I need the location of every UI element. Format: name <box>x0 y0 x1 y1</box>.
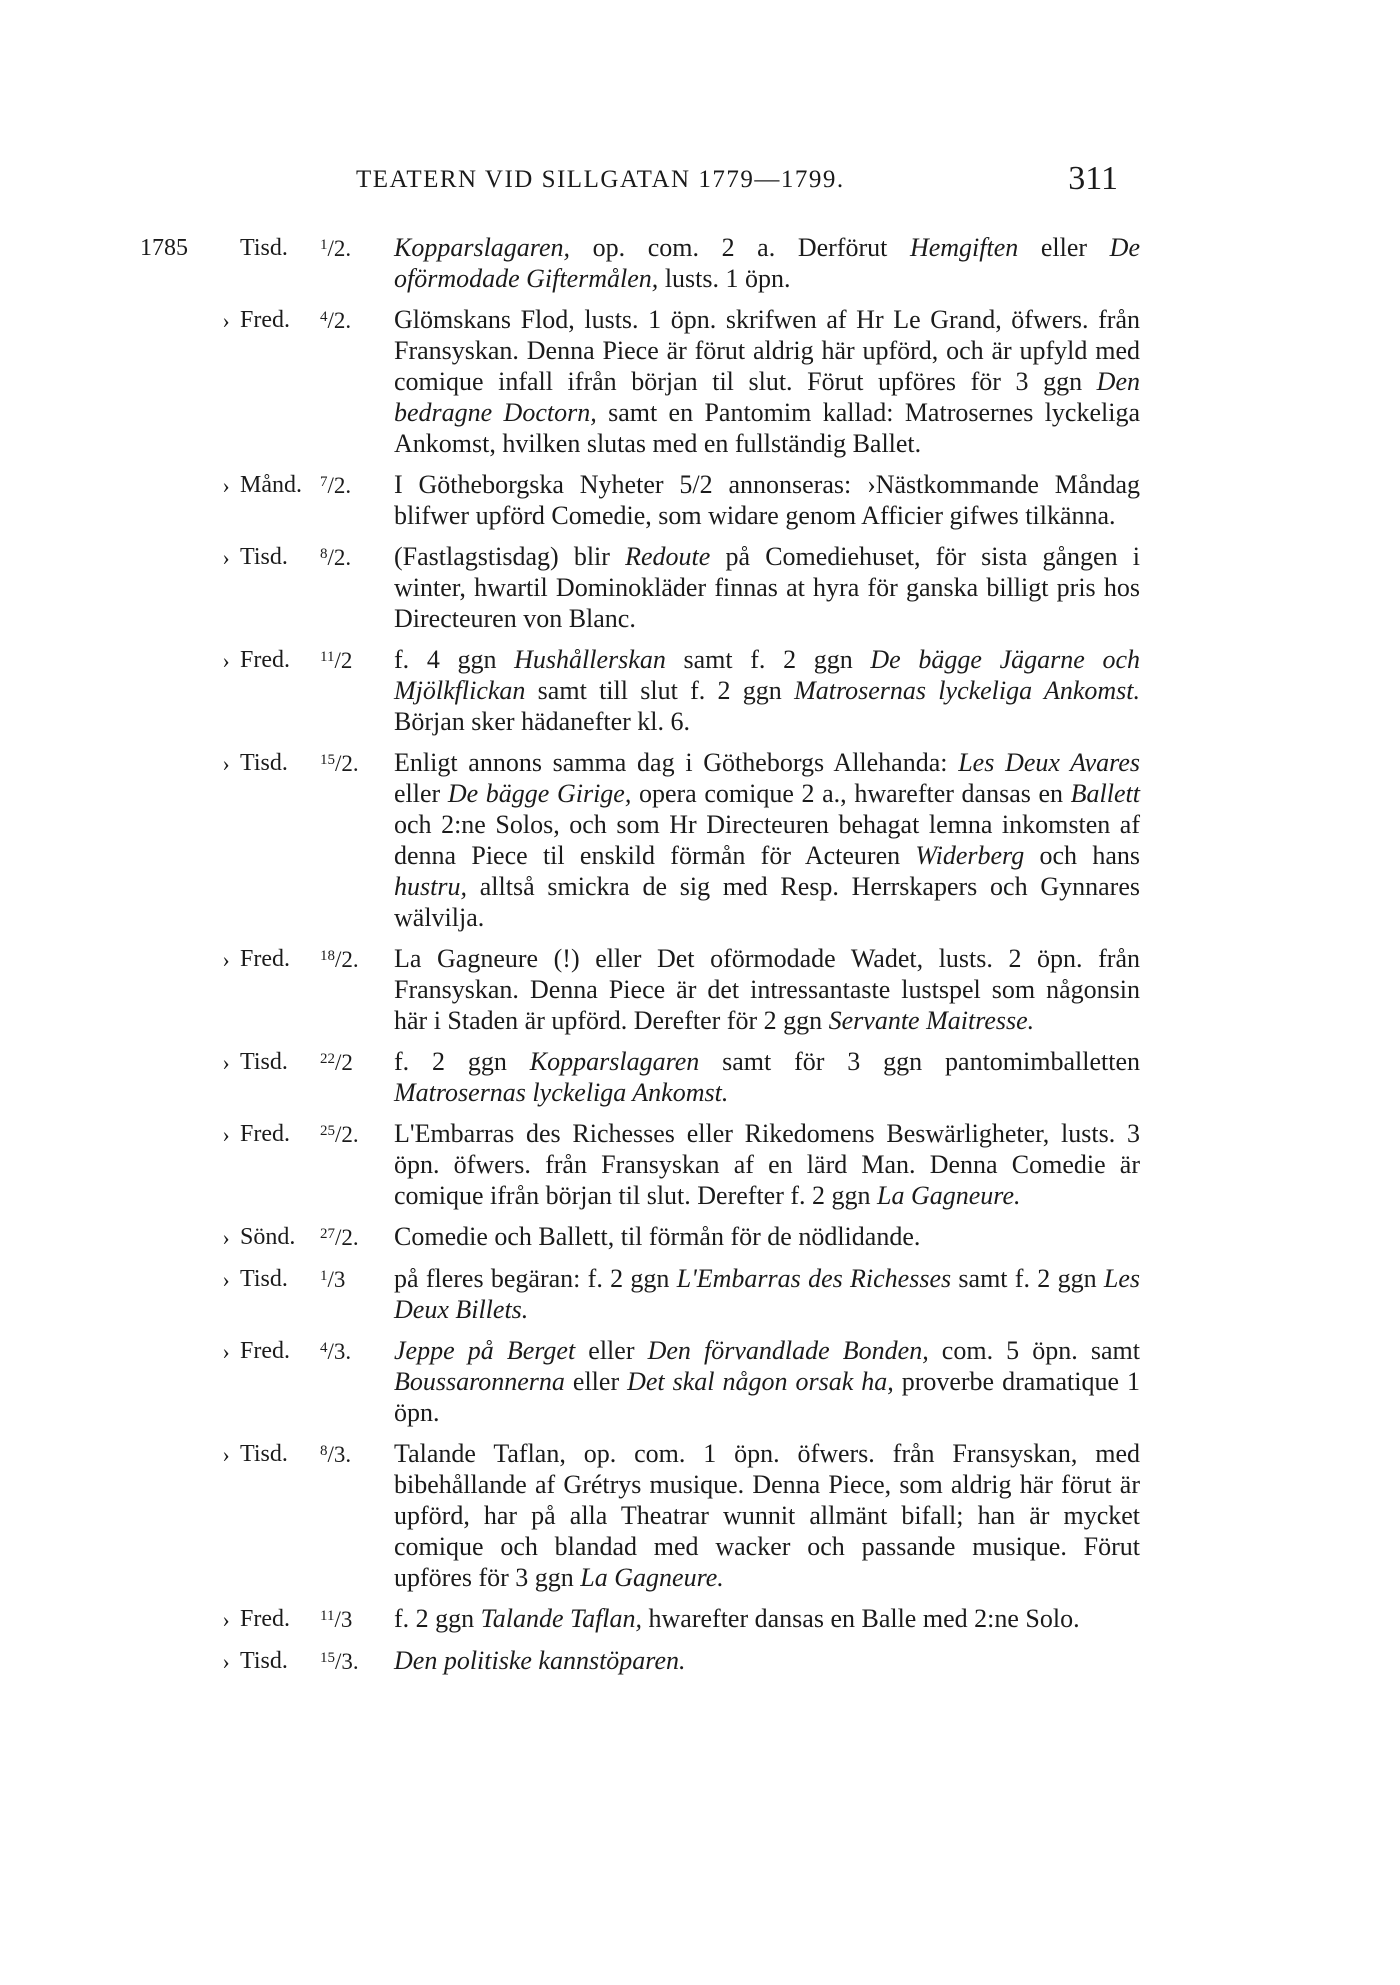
entry-row <box>140 1118 1140 1211</box>
entry-date-day: 1 <box>320 1268 328 1284</box>
italic-title: De oförmodade Giftermålen, <box>394 233 1140 293</box>
ditto-mark: › <box>222 1339 230 1364</box>
italic-title: Boussaronnerna <box>394 1367 565 1396</box>
ditto-mark: › <box>222 1225 230 1250</box>
entry-year <box>140 1335 212 1428</box>
running-title: TEATERN VID SILLGATAN 1779—1799. <box>356 166 845 193</box>
entry-date-day: 25 <box>320 1123 335 1139</box>
entry-date-month: /3. <box>335 1649 359 1674</box>
text-run: samt för 3 ggn pantomimballetten <box>699 1047 1140 1076</box>
entry-weekday: Fred. <box>240 1121 290 1147</box>
italic-title: Redoute <box>625 542 711 571</box>
ditto-mark: › <box>222 1050 230 1075</box>
entry-date <box>320 232 394 294</box>
entry-row <box>140 1603 1140 1635</box>
entry-year: 1785 <box>140 235 188 261</box>
italic-title: Hushållerskan <box>514 645 666 674</box>
text-run: eller <box>394 779 448 808</box>
text-run: I Götheborgska Nyheter 5/2 annonseras: ›Nästkommande Måndag blifwer upförd Comedie, som widare genom Afficier gifwes tilkänna. <box>394 470 1140 530</box>
entry-date-month: /3 <box>334 1607 353 1632</box>
text-run: f. 2 ggn <box>394 1604 481 1633</box>
entry-row <box>140 644 1140 737</box>
entry-date-month: /2. <box>335 1225 359 1250</box>
entry-date-day: 27 <box>320 1226 335 1242</box>
entry-date-month: /2. <box>327 545 352 570</box>
entry-date <box>320 1335 394 1428</box>
text-run: proverbe dramatique 1 öpn. <box>394 1367 1141 1427</box>
entry-row <box>140 304 1140 459</box>
italic-title: Den politiske kannstöparen. <box>394 1646 686 1675</box>
entry-weekday: Fred. <box>240 647 290 673</box>
entry-date-day: 8 <box>320 546 328 562</box>
entry-year <box>140 747 212 933</box>
entry-text <box>394 304 1140 459</box>
entry-text <box>394 232 1140 294</box>
entry-row <box>140 541 1140 634</box>
entry-date-month: /2. <box>335 1122 359 1147</box>
text-run: samt en Pantomim kallad: Matrosernes lyckeliga Ankomst, hvilken slutas med en fullständig Ballet. <box>394 398 1140 458</box>
entry-year <box>140 469 212 531</box>
italic-title: Den förvandlade Bonden, <box>647 1336 929 1365</box>
entry-year <box>140 1263 212 1325</box>
entry-row <box>140 232 1140 294</box>
italic-title: La Gagneure. <box>580 1563 724 1592</box>
entry-row <box>140 747 1140 933</box>
entry-weekday: Tisd. <box>240 750 288 776</box>
text-run: (Fastlagstisdag) blir <box>394 542 626 571</box>
text-run: samt f. 2 ggn <box>951 1264 1104 1293</box>
text-run: lusts. 1 öpn. <box>658 264 791 293</box>
entry-year <box>140 644 212 737</box>
text-run: La Gagneure (!) eller Det oförmodade Wadet, lusts. 2 öpn. från Fransyskan. Denna Piece är det intressantaste lustspel som någonsin här i Staden är upförd. Derefter för 2 ggn <box>394 944 1140 1035</box>
entry-date <box>320 1221 394 1253</box>
entry-text <box>394 469 1140 531</box>
entry-date-day: 11 <box>320 649 335 665</box>
ditto-mark: › <box>222 473 230 498</box>
entry-date <box>320 304 394 459</box>
entry-date <box>320 747 394 933</box>
entry-date-day: 4 <box>320 309 328 325</box>
page-header <box>356 160 1136 204</box>
entry-text <box>394 1046 1140 1108</box>
text-run: på Comediehuset, för sista gången i winter, hwartil Dominokläder finnas at hyra för ganska billigt pris hos Directeuren von Blanc. <box>394 542 1140 633</box>
page-number: 311 <box>1068 160 1118 197</box>
entry-row <box>140 1263 1140 1325</box>
entry-date <box>320 1645 394 1677</box>
entry-row <box>140 1221 1140 1253</box>
ditto-mark: › <box>222 947 230 972</box>
entry-text <box>394 1221 1140 1253</box>
entry-text <box>394 1335 1140 1428</box>
text-run: Talande Taflan, op. com. 1 öpn. öfwers. från Fransyskan, med bibehållande af Grétrys musique. Denna Piece, som aldrig här förut är upförd, har på alla Theatrar wunnit allmänt bifall; han är mycket comique och blandad med wacker och passande musique. Förut upföres för 3 ggn <box>394 1439 1140 1592</box>
entry-text <box>394 1263 1140 1325</box>
text-run: samt f. 2 ggn <box>665 645 871 674</box>
entry-date <box>320 1603 394 1635</box>
ditto-mark: › <box>222 751 230 776</box>
entry-text <box>394 1438 1140 1593</box>
entry-weekday: Sönd. <box>240 1224 296 1250</box>
text-run: f. 2 ggn <box>394 1047 530 1076</box>
entry-date-day: 7 <box>320 474 328 490</box>
entry-year <box>140 1645 212 1677</box>
text-run: opera comique 2 a., hwarefter dansas en <box>631 779 1071 808</box>
text-run: Början sker hädanefter kl. 6. <box>394 707 691 736</box>
ditto-mark: › <box>222 1442 230 1467</box>
italic-title: De bägge Jägarne och Mjölkflickan <box>394 645 1140 705</box>
ditto-mark: › <box>222 648 230 673</box>
italic-title: Det skal någon orsak ha, <box>627 1367 894 1396</box>
text-run: com. 5 öpn. samt <box>928 1336 1141 1365</box>
ditto-mark: › <box>222 1267 230 1292</box>
entry-date <box>320 1118 394 1211</box>
entry-row <box>140 1046 1140 1108</box>
entry-row <box>140 943 1140 1036</box>
italic-title: L'Embarras des Richesses <box>676 1264 952 1293</box>
italic-title: Talande Taflan, <box>480 1604 643 1633</box>
entry-date-day: 11 <box>320 1608 335 1624</box>
entry-weekday: Fred. <box>240 1606 290 1632</box>
italic-title: Servante Maitresse. <box>828 1006 1035 1035</box>
text-run: alltså smickra de sig med Resp. Herrskapers och Gynnares wälvilja. <box>394 872 1140 932</box>
entry-date <box>320 1046 394 1108</box>
ditto-mark: › <box>222 545 230 570</box>
italic-title: Den bedragne Doctorn, <box>394 367 1140 427</box>
entry-weekday: Fred. <box>240 1338 290 1364</box>
entry-date-day: 8 <box>320 1443 328 1459</box>
entry-year <box>140 1118 212 1211</box>
text-run: och 2:ne Solos, och som Hr Directeuren behagat lemna inkomsten af denna Piece til enskild förmån för Acteuren <box>394 810 1140 870</box>
entry-text <box>394 1603 1140 1635</box>
text-run: Comedie och Ballett, til förmån för de nödlidande. <box>394 1222 921 1251</box>
italic-title: La Gagneure. <box>877 1181 1021 1210</box>
italic-title: Hemgiften <box>909 233 1019 262</box>
entry-date <box>320 943 394 1036</box>
entry-weekday: Månd. <box>240 472 302 498</box>
entry-weekday: Fred. <box>240 946 290 972</box>
entry-date-month: /2. <box>335 947 359 972</box>
entry-date <box>320 644 394 737</box>
entry-weekday: Tisd. <box>240 1648 288 1674</box>
entry-date-day: 15 <box>320 1650 335 1666</box>
entry-date <box>320 1438 394 1593</box>
entry-date-month: /2. <box>327 308 352 333</box>
entry-row <box>140 1335 1140 1428</box>
entry-year <box>140 304 212 459</box>
entry-date-month: /2 <box>335 1050 353 1075</box>
entry-date <box>320 541 394 634</box>
entry-date <box>320 1263 394 1325</box>
entry-date-day: 15 <box>320 752 335 768</box>
entry-date-month: /3. <box>327 1339 352 1364</box>
italic-title: Kopparslagaren <box>529 1047 700 1076</box>
text-run: på fleres begäran: f. 2 ggn <box>394 1264 677 1293</box>
entry-text <box>394 747 1140 933</box>
entry-row <box>140 469 1140 531</box>
italic-title: Les Deux Billets. <box>394 1264 1140 1324</box>
entry-weekday: Tisd. <box>240 235 288 261</box>
entry-row <box>140 1438 1140 1593</box>
entry-year <box>140 1438 212 1593</box>
entry-weekday: Tisd. <box>240 1049 288 1075</box>
italic-title: Matrosernas lyckeliga Ankomst. <box>394 1078 729 1107</box>
entry-text <box>394 1645 1140 1677</box>
entry-date-month: /2. <box>327 473 352 498</box>
italic-title: Kopparslagaren, <box>394 233 570 262</box>
entry-weekday: Fred. <box>240 307 290 333</box>
entry-date-day: 18 <box>320 948 335 964</box>
entry-date-month: /2. <box>335 751 359 776</box>
entry-year <box>140 943 212 1036</box>
entry-text <box>394 541 1140 634</box>
text-run: L'Embarras des Richesses eller Rikedomens Beswärligheter, lusts. 3 öpn. öfwers. från Fransyskan af en lärd Man. Denna Comedie är comique ifrån början til slut. Derefter f. 2 ggn <box>394 1119 1140 1210</box>
entry-year <box>140 1221 212 1253</box>
text-run: f. 4 ggn <box>394 645 515 674</box>
text-run: op. com. 2 a. Derförut <box>570 233 910 262</box>
entry-weekday: Tisd. <box>240 544 288 570</box>
entry-row <box>140 1645 1140 1677</box>
text-run: Enligt annons samma dag i Götheborgs Allehanda: <box>394 748 959 777</box>
entry-year <box>140 541 212 634</box>
entry-date-month: /2 <box>334 648 353 673</box>
ditto-mark <box>212 232 240 294</box>
ditto-mark: › <box>222 1649 230 1674</box>
entry-date-month: /3. <box>327 1442 352 1467</box>
entry-year <box>140 1046 212 1108</box>
entry-text <box>394 1118 1140 1211</box>
entry-date-day: 1 <box>320 237 328 253</box>
text-run: Glömskans Flod, lusts. 1 öpn. skrifwen af Hr Le Grand, öfwers. från Fransyskan. Denna Piece är förut aldrig här upförd, och är upfyld med comique infall ifrån början til slut. Förut upföres för 3 ggn <box>394 305 1140 396</box>
entry-date-day: 22 <box>320 1051 335 1067</box>
entry-text <box>394 644 1140 737</box>
entry-date-day: 4 <box>320 1340 328 1356</box>
italic-title: Matrosernas lyckeliga Ankomst. <box>794 676 1140 705</box>
entry-text <box>394 943 1140 1036</box>
italic-title: Widerberg <box>915 841 1025 870</box>
italic-title: Jeppe på Berget <box>394 1336 576 1365</box>
italic-title: De bägge Girige, <box>447 779 632 808</box>
ditto-mark: › <box>222 1122 230 1147</box>
text-run: eller <box>575 1336 648 1365</box>
entry-year <box>140 1603 212 1635</box>
italic-title: Ballett <box>1070 779 1140 808</box>
text-run: eller <box>1018 233 1110 262</box>
entry-weekday: Tisd. <box>240 1266 288 1292</box>
entry-date <box>320 469 394 531</box>
text-run: samt till slut f. 2 ggn <box>525 676 795 705</box>
entry-weekday: Tisd. <box>240 1441 288 1467</box>
italic-title: Les Deux Avares <box>958 748 1140 777</box>
ditto-mark: › <box>222 1607 230 1632</box>
text-run: och hans <box>1024 841 1140 870</box>
italic-title: hustru, <box>394 872 467 901</box>
entry-date-month: /2. <box>327 236 352 261</box>
ditto-mark: › <box>222 308 230 333</box>
chronicle-entries <box>140 232 1140 1681</box>
text-run: eller <box>564 1367 628 1396</box>
entry-date-month: /3 <box>327 1267 346 1292</box>
text-run: hwarefter dansas en Balle med 2:ne Solo. <box>642 1604 1080 1633</box>
